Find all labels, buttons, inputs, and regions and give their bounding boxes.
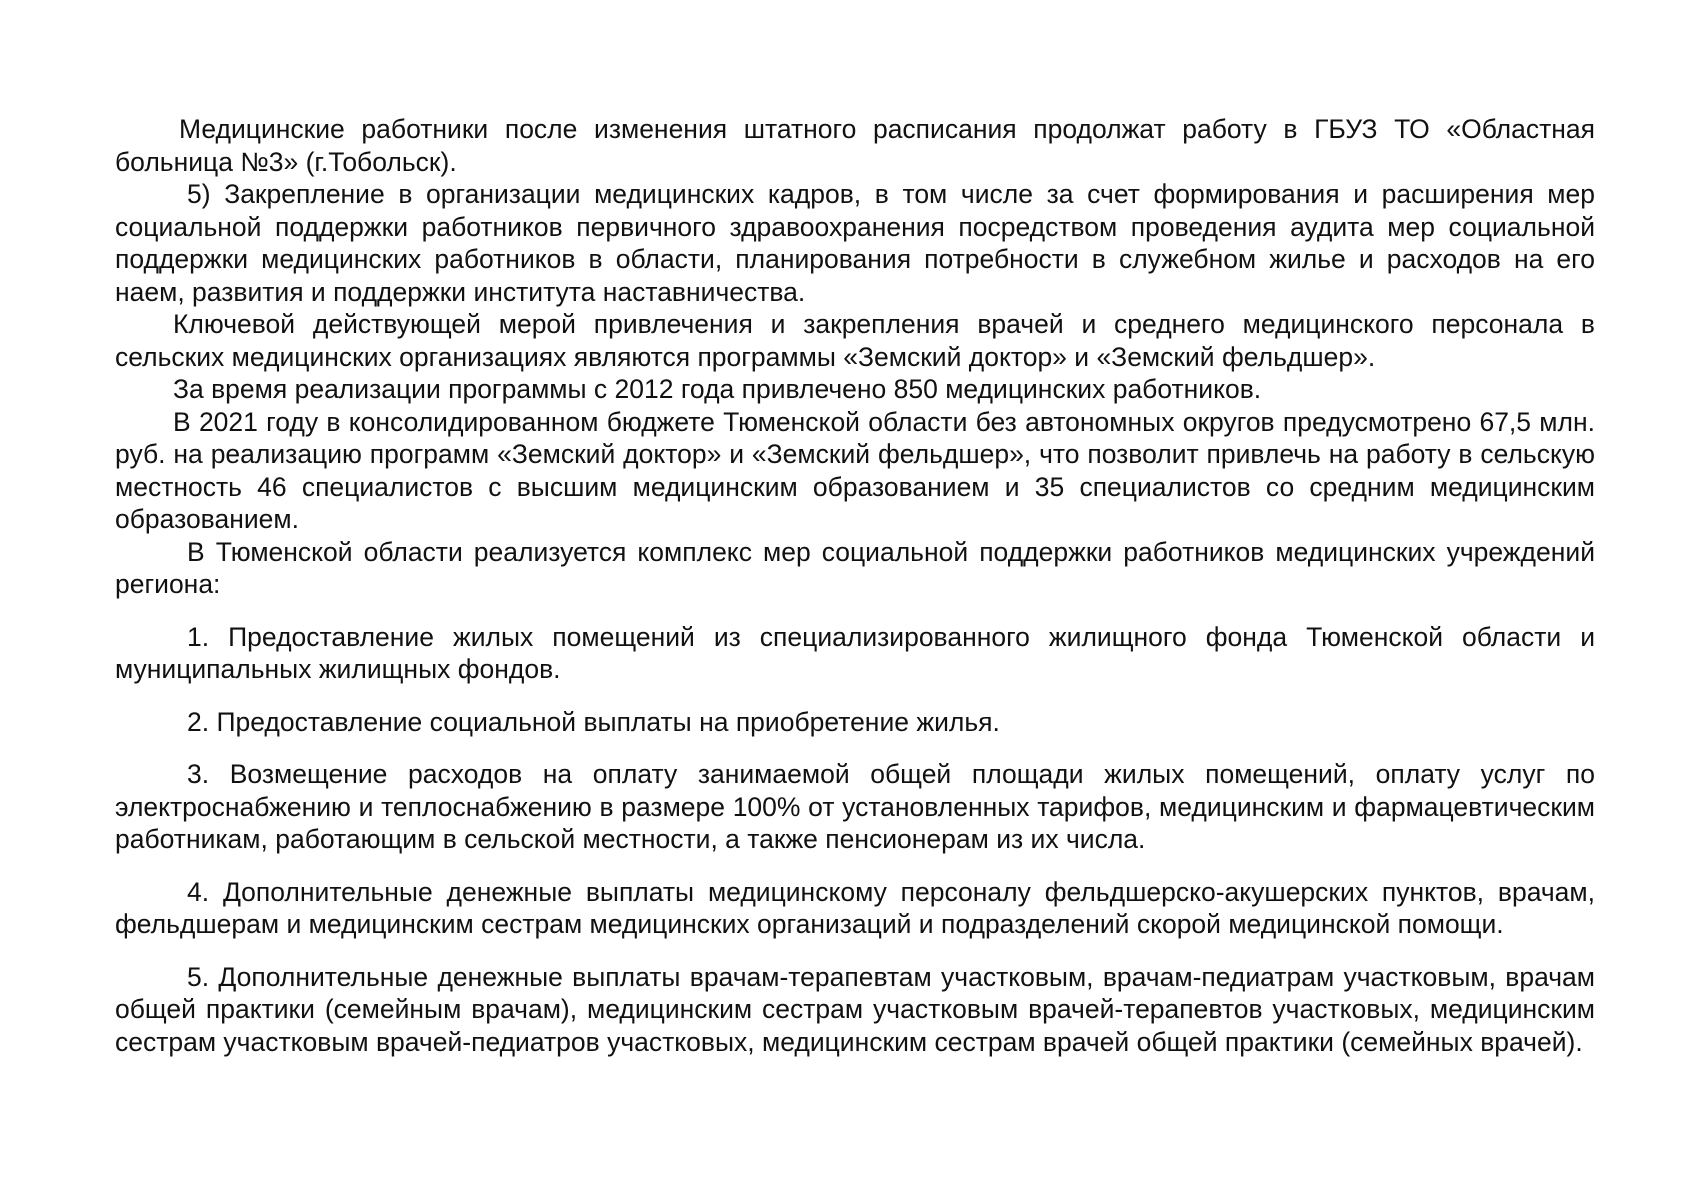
- list-item-2: 2. Предоставление социальной выплаты на приобретение жилья.: [187, 706, 1000, 737]
- paragraph-program-results: За время реализации программы с 2012 года привлечено 850 медицинских работников.: [173, 374, 1262, 404]
- list-item-4: 4. Дополнительные денежные выплаты медицинскому персоналу фельдшерско-акушерских пунктов, врачам, фельдшерам и медицинским сестрам медицинских организаций и подразделений скорой медицинской помощи.: [115, 876, 1595, 939]
- paragraph-budget-2021: В 2021 году в консолидированном бюджете Тюменской области без автономных округов предусмотрено 67,5 млн. руб. на реализацию программ «Земский доктор» и «Земский фельдшер», что позволит привлечь на работу в сельскую местность 46 специалистов с высшим медицинским образованием и 35 специалистов со средним медицинским образованием.: [115, 406, 1595, 534]
- paragraph-item-5-retention: 5) Закрепление в организации медицинских кадров, в том числе за счет формирования и расширения мер социальной поддержки работников первичного здравоохранения посредством проведения аудита мер социальной поддержки медицинских работников в области, планирования потребности в служебном жилье и расходов на его наем, развития и поддержки института наставничества.: [115, 179, 1595, 307]
- paragraph-support-intro: В Тюменской области реализуется комплекс мер социальной поддержки работников медицинских учреждений региона:: [115, 536, 1595, 599]
- list-item-1: 1. Предоставление жилых помещений из специализированного жилищного фонда Тюменской области и муниципальных жилищных фондов.: [115, 621, 1595, 684]
- document-page: [115, 113, 1595, 1058]
- list-item-3: 3. Возмещение расходов на оплату занимаемой общей площади жилых помещений, оплату услуг по электроснабжению и теплоснабжению в размере 100% от установленных тарифов, медицинским и фармацевтическим работникам, работающим в сельской местности, а также пенсионерам из их числа.: [115, 759, 1595, 854]
- paragraph-key-measure: Ключевой действующей мерой привлечения и закрепления врачей и среднего медицинского персонала в сельских медицинских организациях являются программы «Земский доктор» и «Земский фельдшер».: [115, 309, 1595, 372]
- list-item-5: 5. Дополнительные денежные выплаты врачам-терапевтам участковым, врачам-педиатрам участковым, врачам общей практики (семейным врачам), медицинским сестрам участковым врачей-терапевтов участковых, медицинским сестрам участковым врачей-педиатров участковых, медицинским сестрам врачей общей практики (семейных врачей).: [115, 961, 1595, 1057]
- paragraph-staff-transfer: Медицинские работники после изменения штатного расписания продолжат работу в ГБУЗ ТО «Областная больница №3» (г.Тобольск).: [115, 114, 1595, 177]
